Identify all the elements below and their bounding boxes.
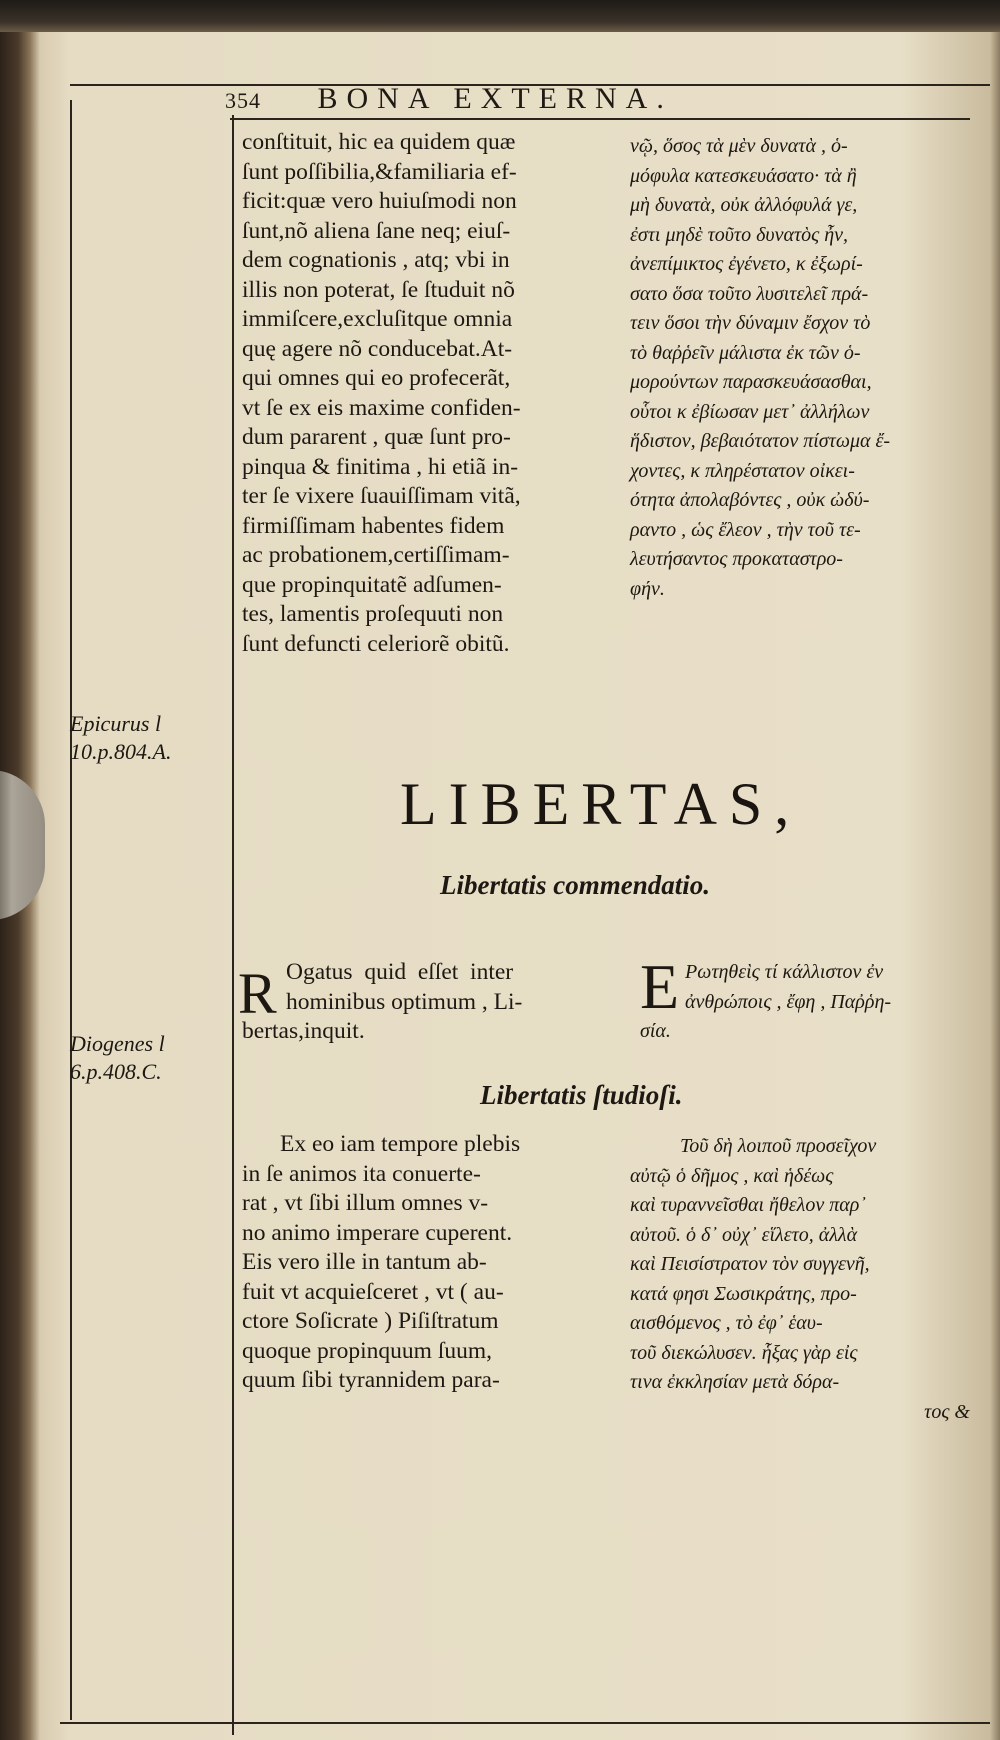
greek-line: χοντες, κ πληρέστατον οἰκει- — [630, 459, 855, 482]
quote-greek-line: Ρωτηθεὶς τί κάλλιστον ἐν — [685, 961, 884, 983]
subheading-studiosi: Libertatis ſtudioſi. — [480, 1080, 683, 1110]
greek-line: νῷ, ὅσος τὰ μὲν δυνατὰ , ὁ- — [630, 135, 848, 157]
latin-line: quoque propinquum ſuum, — [242, 1337, 492, 1364]
drop-cap-latin: R — [238, 961, 277, 1026]
page-clip — [0, 770, 45, 920]
quote-latin-line: bertas,inquit. — [242, 1018, 365, 1044]
page-number: 354 — [225, 88, 261, 113]
latin-line: quum ſibi tyrannidem para- — [242, 1367, 500, 1393]
latin-line: dum pararent , quæ ſunt pro- — [242, 424, 511, 450]
greek-line: τοῦ διεκώλυσεν. ἧξας γὰρ εἰς — [630, 1341, 858, 1364]
margin-rule — [70, 100, 72, 1720]
header-underline — [230, 118, 970, 120]
greek-line: ἀνεπίμικτος ἐγένετο, κ ἐξωρί- — [630, 253, 863, 275]
greek-line: ραντο , ὡς ἔλεον , τὴν τοῦ τε- — [630, 518, 861, 541]
latin-line: ſunt poſſibilia,&familiaria ef- — [242, 158, 517, 185]
latin-line: Eis vero ille in tantum ab- — [242, 1249, 487, 1275]
greek-line: τειν ὅσοι τὴν δύναμιν ἔσχον τὸ — [630, 312, 871, 334]
greek-line: σατο ὅσα τοῦτο λυσιτελεῖ πρά- — [630, 282, 869, 305]
greek-line: ότητα ἀπολαβόντες , οὐκ ὠδύ- — [630, 489, 870, 511]
quote-latin-line: hominibus optimum , Li- — [286, 988, 523, 1015]
latin-line: ſunt,nõ aliena ſane neq; eiuſ- — [242, 217, 511, 244]
latin-line: vt ſe ex eis maxime confiden- — [242, 394, 521, 421]
greek-line: κατά φησι Σωσικράτης, προ- — [630, 1282, 857, 1305]
latin-line: tes, lamentis proſequuti non — [242, 601, 504, 627]
running-title: BONA EXTERNA. — [317, 82, 673, 115]
quote-greek-line: σία. — [640, 1020, 671, 1042]
latin-line: ac probationem,certiſſimam- — [242, 542, 510, 568]
greek-line: Τοῦ δὴ λοιποῦ προσεῖχον — [680, 1135, 877, 1157]
latin-line: pinqua & finitima , hi etiã in- — [242, 453, 519, 480]
latin-line: fuit vt acquieſceret , vt ( au- — [242, 1278, 504, 1305]
latin-line: ſunt defuncti celeriorẽ obitũ. — [242, 630, 510, 657]
bottom-rule — [60, 1722, 990, 1724]
section-heading: LIBERTAS, — [400, 771, 802, 837]
quote-greek-line: ἀνθρώποις , ἔφη , Παῤῥη- — [685, 990, 892, 1013]
top-latin-column — [242, 128, 612, 659]
greek-line: ἥδιστον, βεβαιότατον πίστωμα ἔ- — [630, 430, 891, 452]
greek-line: λευτήσαντος προκαταστρο- — [630, 548, 843, 570]
greek-line: μορούντων παρασκευάσασθαι, — [630, 371, 872, 393]
bottom-greek-column — [630, 1132, 990, 1427]
quote-latin — [242, 958, 622, 1047]
greek-line: τινα ἐκκλησίαν μετὰ δόρα- — [630, 1371, 840, 1393]
latin-line: illis non poterat, ſe ſtuduit nõ — [242, 276, 515, 303]
latin-line: firmiſſimam habentes fidem — [242, 512, 505, 539]
latin-line: quę agere nõ conducebat.At- — [242, 335, 513, 362]
latin-line: in ſe animos ita conuerte- — [242, 1160, 481, 1187]
drop-cap-greek: E — [640, 951, 680, 1022]
greek-line: ἐστι μηδὲ τοῦτο δυνατὸς ἦν, — [630, 223, 849, 246]
greek-line: τὸ θαῤῥεῖν μάλιστα ἐκ τῶν ὁ- — [630, 341, 861, 364]
greek-line: μὴ δυνατὰ, οὐκ ἀλλόφυλά γε, — [630, 194, 858, 216]
greek-line: οὗτοι κ ἐβίωσαν μετ᾽ ἀλλήλων — [630, 400, 870, 423]
greek-line: καὶ Πεισίστρατον τὸν συγγενῆ, — [630, 1253, 870, 1275]
latin-line: ficit:quæ vero huiuſmodi non — [242, 188, 517, 214]
subheading-commendatio: Libertatis commendatio. — [440, 870, 710, 900]
greek-line: μόφυλα κατεσκευάσατο· τὰ ἢ — [630, 164, 857, 187]
page-top-edge — [0, 0, 1000, 32]
quote-latin-line: Ogatus quid eſſet inter — [286, 959, 514, 985]
column-rule — [232, 115, 234, 1735]
greek-line: καὶ τυραννεῖσθαι ἤθελον παρ᾽ — [630, 1194, 866, 1216]
quote-greek — [640, 958, 990, 1047]
latin-line: Ex eo iam tempore plebis — [280, 1131, 521, 1157]
latin-line: conſtituit, hic ea quidem quæ — [242, 129, 516, 155]
running-header — [225, 82, 965, 116]
greek-line: αισθόμενος , τὸ ἐφ᾽ ἑαυ- — [630, 1312, 823, 1334]
greek-line: φήν. — [630, 577, 665, 600]
latin-line: ter ſe vixere ſuauiſſimam vitã, — [242, 483, 521, 509]
latin-line: no animo imperare cuperent. — [242, 1219, 513, 1246]
catchword: τος & — [924, 1400, 970, 1423]
latin-line: immiſcere,excluſitque omnia — [242, 306, 513, 332]
latin-line: rat , vt ſibi illum omnes v- — [242, 1190, 489, 1216]
bottom-latin-column — [242, 1130, 612, 1396]
margin-note-epicurus: Epicurus l 10.p.804.A. — [70, 711, 172, 764]
top-greek-column — [630, 132, 990, 604]
latin-line: qui omnes qui eo profecerãt, — [242, 365, 511, 391]
latin-line: ctore Soſicrate ) Piſiſtratum — [242, 1308, 499, 1334]
latin-line: dem cognationis , atq; vbi in — [242, 247, 510, 273]
greek-line: αὐτοῦ. ὁ δ᾽ οὐχ᾽ εἵλετο, ἀλλὰ — [630, 1223, 858, 1246]
latin-line: que propinquitatẽ adſumen- — [242, 571, 502, 598]
greek-line: αὐτῷ ὁ δῆμος , καὶ ἡδέως — [630, 1164, 834, 1187]
margin-note-diogenes: Diogenes l 6.p.408.C. — [70, 1031, 165, 1084]
